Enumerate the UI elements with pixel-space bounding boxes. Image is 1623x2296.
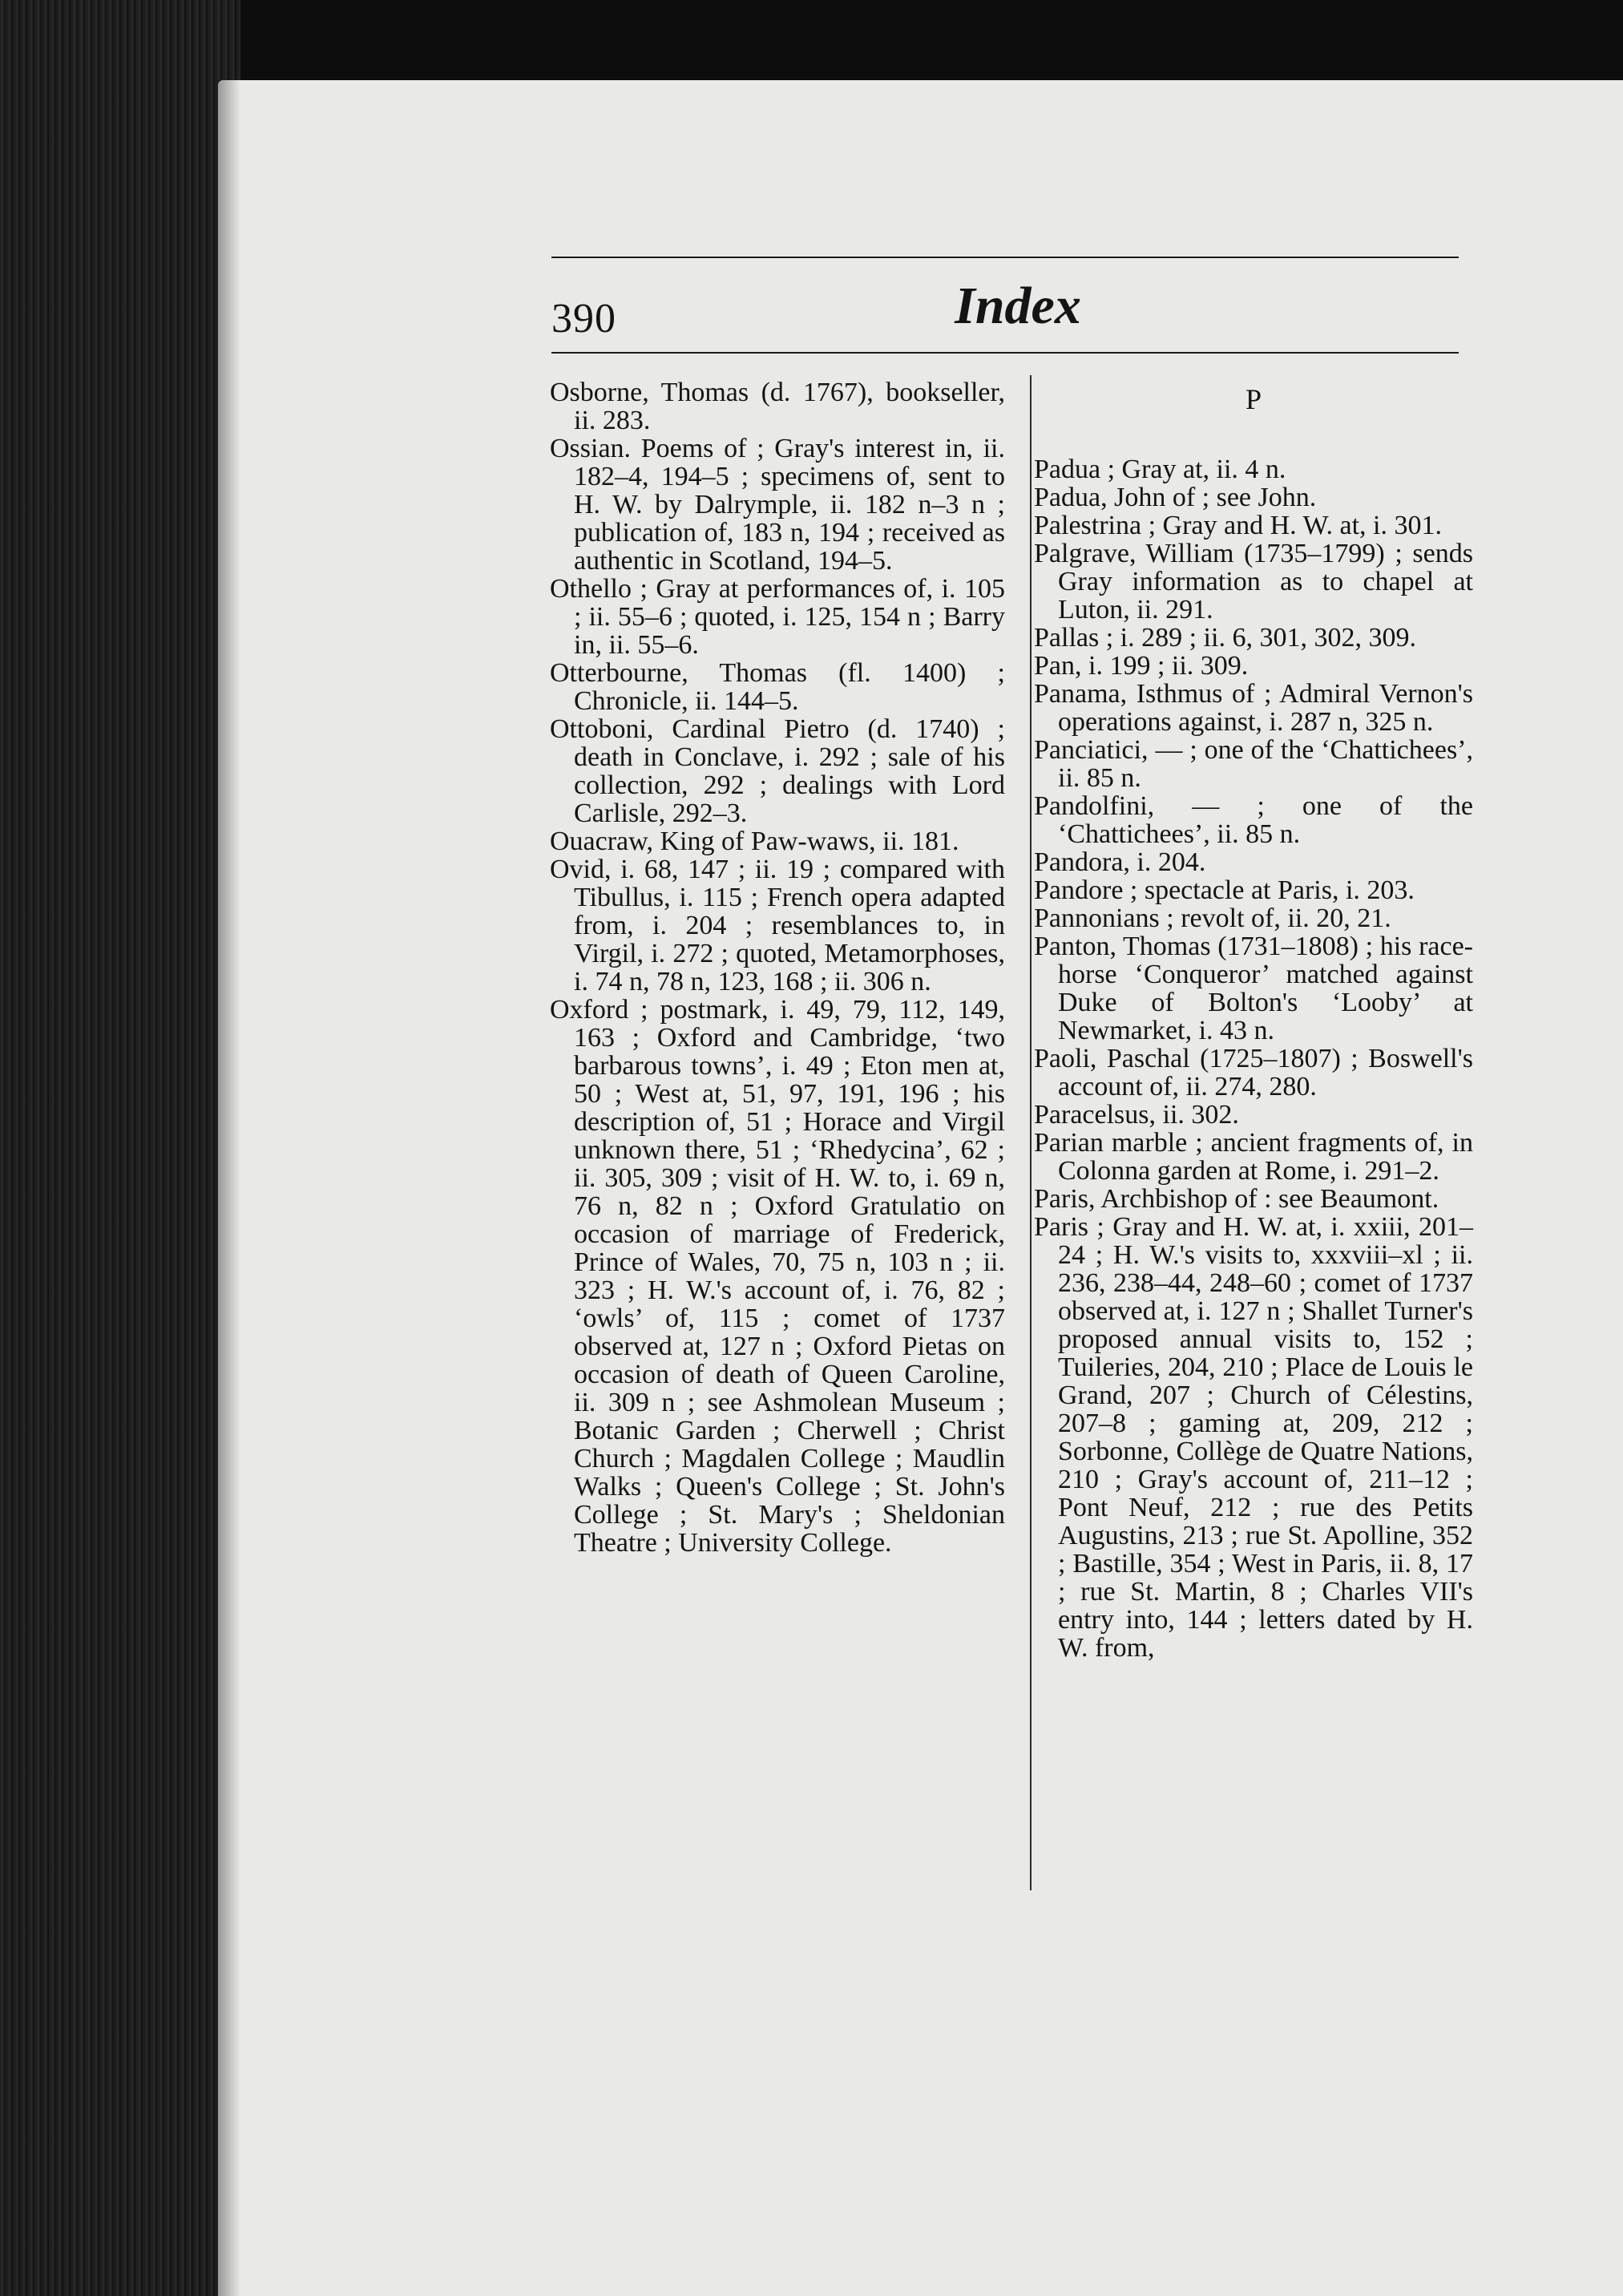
header-rule-bottom <box>551 352 1459 354</box>
header-rule-top <box>551 257 1459 258</box>
index-entry: Parian marble ; ancient fragments of, in Colonna garden at Rome, i. 291–2. <box>1034 1128 1473 1186</box>
section-letter-heading: P <box>1245 383 1262 415</box>
index-entry: Paris ; Gray and H. W. at, i. xxiii, 201–24 ; H. W.'s visits to, xxxviii–xl ; ii. 236, 238–44, 248–60 ; comet of 1737 observed at, i. 127 n ; Shallet Turner's proposed annual visits to, 152 ; Tuileries, 204, 210 ; Place de Louis le Grand, 207 ; Church of Célestins, 207–8 ; gaming at, 209, 212 ; Sorbonne, Collège de Quatre Nations, 210 ; Gray's account of, 211–12 ; Pont Neuf, 212 ; rue des Petits Augustins, 213 ; rue St. Apolline, 352 ; Bastille, 354 ; West in Paris, ii. 8, 17 ; rue St. Martin, 8 ; Charles VII's entry into, 144 ; letters dated by H. W. from, <box>1034 1212 1473 1663</box>
index-column-right <box>1034 378 1473 1662</box>
index-entry: Panciatici, — ; one of the ‘Chattichees’, ii. 85 n. <box>1034 735 1473 793</box>
index-entry: Pannonians ; revolt of, ii. 20, 21. <box>1034 903 1391 933</box>
page-number: 390 <box>551 296 616 342</box>
index-entry: Oxford ; postmark, i. 49, 79, 112, 149, 163 ; Oxford and Cambridge, ‘two barbarous towns’, i. 49 ; Eton men at, 50 ; West at, 51, 97, 191, 196 ; his description of, 51 ; Horace and Virgil unknown there, 51 ; ‘Rhedycina’, 62 ; ii. 305, 309 ; visit of H. W. to, i. 69 n, 76 n, 82 n ; Oxford Gratulatio on occasion of marriage of Frederick, Prince of Wales, 70, 75 n, 103 n ; ii. 323 ; H. W.'s account of, i. 76, 82 ; ‘owls’ of, 115 ; comet of 1737 observed at, 127 n ; Oxford Pietas on occasion of death of Queen Caroline, ii. 309 n ; see Ashmolean Museum ; Botanic Garden ; Cherwell ; Christ Church ; Magdalen College ; Maudlin Walks ; Queen's College ; St. John's College ; St. Mary's ; Sheldonian Theatre ; University College. <box>550 995 1005 1558</box>
index-entry: Pallas ; i. 289 ; ii. 6, 301, 302, 309. <box>1034 623 1416 653</box>
book-edge <box>0 0 240 2296</box>
index-entry: Padua, John of ; see John. <box>1034 483 1317 512</box>
index-entry: Paoli, Paschal (1725–1807) ; Boswell's account of, ii. 274, 280. <box>1034 1044 1473 1102</box>
page-title: Index <box>955 277 1081 335</box>
page-gutter-shadow <box>218 80 240 2296</box>
index-entry: Osborne, Thomas (d. 1767), bookseller, ii. 283. <box>550 378 1005 435</box>
index-entry: Panama, Isthmus of ; Admiral Vernon's operations against, i. 287 n, 325 n. <box>1034 679 1473 737</box>
index-entry: Paracelsus, ii. 302. <box>1034 1100 1239 1130</box>
column-divider <box>1030 375 1032 1890</box>
index-column-left <box>550 378 1005 1557</box>
index-entry: Otterbourne, Thomas (fl. 1400) ; Chronicle, ii. 144–5. <box>550 658 1005 716</box>
index-entry: Ossian. Poems of ; Gray's interest in, ii. 182–4, 194–5 ; specimens of, sent to H. W. by Dalrymple, ii. 182 n–3 n ; publication of, 183 n, 194 ; received as authentic in Scotland, 194–5. <box>550 434 1005 576</box>
index-entry: Ottoboni, Cardinal Pietro (d. 1740) ; death in Conclave, i. 292 ; sale of his collection, 292 ; dealings with Lord Carlisle, 292–3. <box>550 714 1005 828</box>
index-entry: Palestrina ; Gray and H. W. at, i. 301. <box>1034 511 1442 540</box>
index-entry: Pandora, i. 204. <box>1034 847 1206 877</box>
index-entry: Paris, Archbishop of : see Beaumont. <box>1034 1184 1439 1214</box>
index-entry: Ouacraw, King of Paw-waws, ii. 181. <box>550 827 959 856</box>
index-entry: Panton, Thomas (1731–1808) ; his race-horse ‘Conqueror’ matched against Duke of Bolton's ‘Looby’ at Newmarket, i. 43 n. <box>1034 932 1473 1045</box>
index-entry: Othello ; Gray at performances of, i. 105 ; ii. 55–6 ; quoted, i. 125, 154 n ; Barry in, ii. 55–6. <box>550 574 1005 660</box>
index-entry: Pandolfini, — ; one of the ‘Chattichees’, ii. 85 n. <box>1034 791 1473 849</box>
index-entry: Pan, i. 199 ; ii. 309. <box>1034 651 1249 681</box>
index-entry: Pandore ; spectacle at Paris, i. 203. <box>1034 875 1415 905</box>
index-entry: Ovid, i. 68, 147 ; ii. 19 ; compared with Tibullus, i. 115 ; French opera adapted from, i. 204 ; resemblances to, in Virgil, i. 272 ; quoted, Metamorphoses, i. 74 n, 78 n, 123, 168 ; ii. 306 n. <box>550 855 1005 996</box>
index-entry: Palgrave, William (1735–1799) ; sends Gray information as to chapel at Luton, ii. 291. <box>1034 539 1473 625</box>
index-entry: Padua ; Gray at, ii. 4 n. <box>1034 455 1286 484</box>
